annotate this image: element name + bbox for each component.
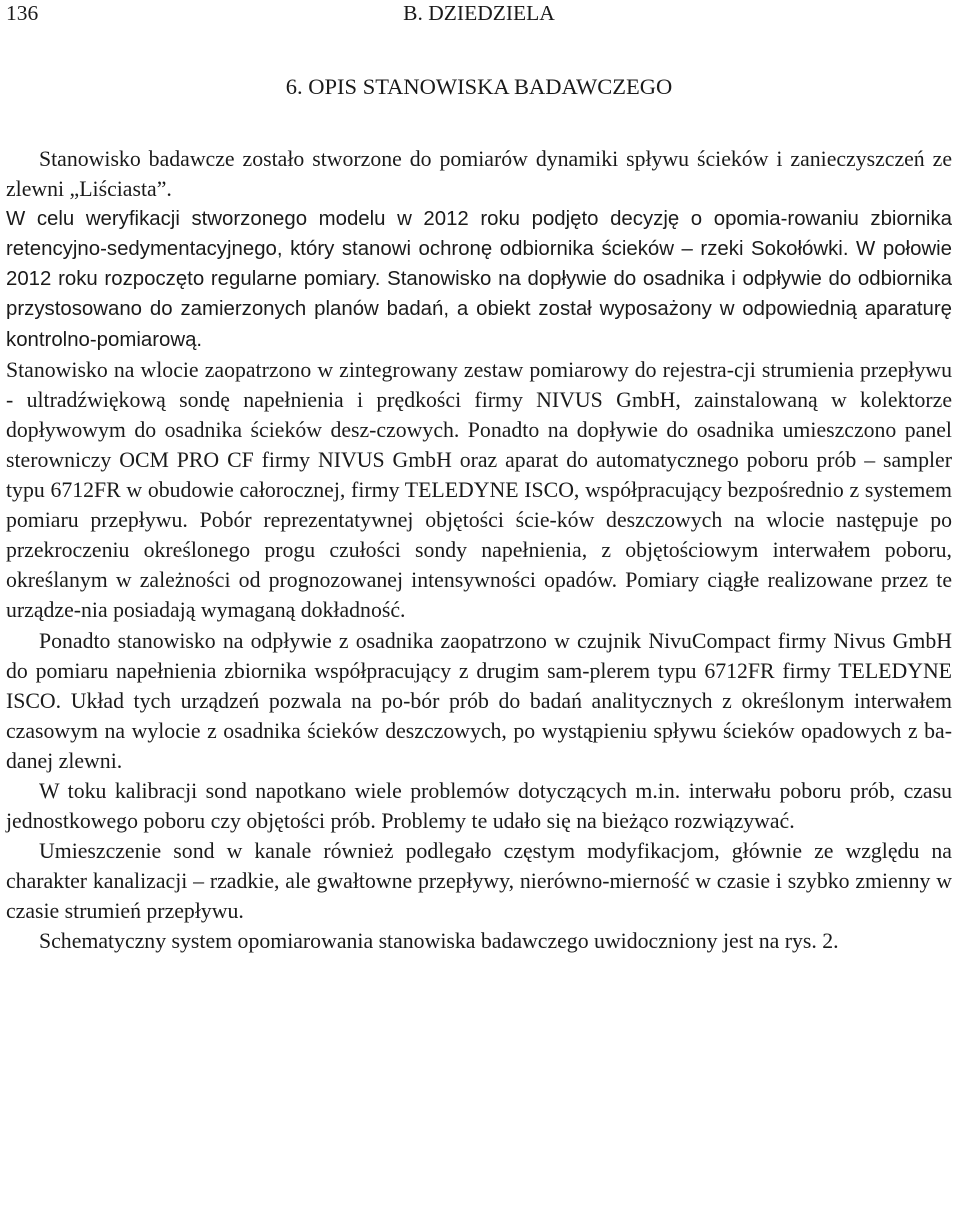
body-text [6, 144, 952, 957]
paragraph-schematic-reference: Schematyczny system opomiarowania stanowiska badawczego uwidoczniony jest na rys. 2. [39, 929, 839, 954]
paragraph-outlet-station: Ponadto stanowisko na odpływie z osadnika zaopatrzono w czujnik NivuCompact firmy Nivus GmbH do pomiaru napełnienia zbiornika współpracujący z drugim sam-plerem typu 6712FR firmy TELEDYNE ISCO. Układ tych urządzeń pozwala na po-bór prób do badań analitycznych z określonym interwałem czasowym na wylocie z osadnika ścieków deszczowych, po wystąpieniu spływu ścieków opadowych z ba-danej zlewni. [6, 628, 952, 773]
paragraph-calibration: W toku kalibracji sond napotkano wiele problemów dotyczących m.in. interwału poboru prób, czasu jednostkowego poboru czy objętości prób. Problemy te udało się na bieżąco rozwiązywać. [6, 778, 952, 834]
page-number: 136 [6, 1, 39, 25]
section-heading: 6. OPIS STANOWISKA BADAWCZEGO [285, 74, 673, 99]
running-header [6, 0, 952, 28]
paragraph-sensor-placement: Umieszczenie sond w kanale również podlegało częstym modyfikacjom, głównie ze względu na charakter kanalizacji – rzadkie, ale gwałtowne przepływy, nierówno-mierność w czasie i szybko zmienny w czasie strumień przepływu. [6, 839, 952, 924]
paragraph-intro: Stanowisko badawcze zostało stworzone do pomiarów dynamiki spływu ścieków i zanieczyszczeń ze zlewni „Liściasta”. [6, 147, 952, 202]
paragraph-inlet-station: Stanowisko na wlocie zaopatrzono w zintegrowany zestaw pomiarowy do rejestra-cji strumienia przepływu - ultradźwiękową sondę napełnienia i prędkości firmy NIVUS GmbH, zainstalowaną w kolektorze dopływowym do osadnika ścieków desz-czowych. Ponadto na dopływie do osadnika umieszczono panel sterowniczy OCM PRO CF firmy NIVUS GmbH oraz aparat do automatycznego poboru prób – sampler typu 6712FR w obudowie całorocznej, firmy TELEDYNE ISCO, współpracujący bezpośrednio z systemem pomiaru przepływu. Pobór reprezentatywnej objętości ście-ków deszczowych na wlocie następuje po przekroczeniu określonego progu czułości sondy napełnienia, z objętościowym interwałem poboru, określanym w zależności od prognozowanej intensywności opadów. Pomiary ciągłe realizowane przez te urządze-nia posiadają wymaganą dokładność. [6, 357, 952, 623]
paragraph-measurement-start: W celu weryfikacji stworzonego modelu w 2012 roku podjęto decyzję o opomia-rowaniu zbiornika retencyjno-sedymentacyjnego, który stanowi ochronę odbiornika ścieków – rzeki Sokołówki. W połowie 2012 roku rozpoczęto regularne pomiary. Stanowisko na dopływie do osadnika i odpływie do odbiornika przystosowano do zamierzonych planów badań, a obiekt został wyposażony w odpowiednią aparaturę kontrolno-pomiarową. [6, 208, 952, 351]
running-title: B. DZIEDZIELA [403, 1, 555, 25]
